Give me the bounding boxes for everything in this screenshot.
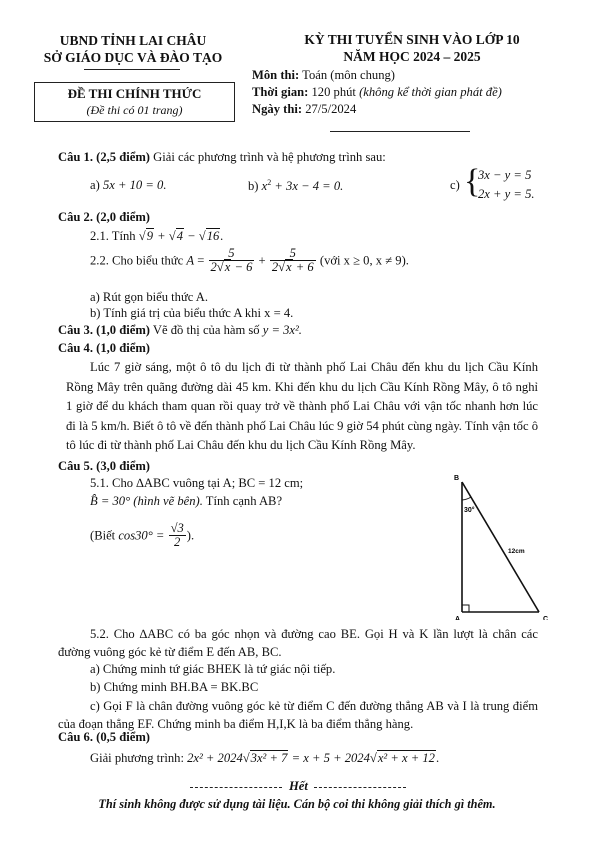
angle-label: 30° [464, 507, 475, 514]
time-label: Thời gian: [252, 85, 309, 99]
question-5-2-b: b) Chứng minh BH.BA = BK.BC [90, 680, 259, 694]
question-2-a: a) Rút gọn biểu thức A. [90, 290, 209, 304]
question-1a-equation: 5x + 10 = 0. [102, 178, 167, 192]
fraction-1-radicand: x [224, 260, 231, 274]
page-count-note: (Đề thi có 01 trang) [86, 103, 183, 117]
question-5-2-text: 5.2. Cho ∆ABC có ba góc nhọn và đường cao BE. Gọi H và K lần lượt là chân các đường vuông góc kẻ từ điểm E đến AB, BC. [58, 627, 538, 659]
question-6-text: Giải phương trình: [90, 751, 184, 765]
angle-arc [462, 497, 471, 500]
right-angle-mark [462, 605, 469, 612]
hint-close: ). [186, 528, 195, 543]
system-equation-1: 3x − y = 5 [478, 168, 532, 182]
question-1-heading [58, 150, 386, 165]
cos-hint [90, 522, 194, 549]
school-year: NĂM HỌC 2024 – 2025 [343, 49, 481, 64]
hint-fraction [169, 522, 186, 549]
question-1b-equation: + 3x − 4 = 0. [271, 179, 344, 194]
fraction-2: $\frac{5}{2√x + 6}$ [271, 246, 314, 274]
expression-variable: A [186, 253, 195, 268]
root-4: 4 [176, 229, 183, 243]
question-6-equation-line: Giải phương trình: 2x² + 2024√3x² + 7 = x + 5 + 2024√x² + x + 12. [90, 751, 440, 765]
question-5-1-ask: Tính cạnh AB? [205, 494, 283, 508]
question-3-text: Vẽ đồ thị của hàm số [152, 323, 260, 337]
question-1b-label: b) [248, 179, 259, 194]
time-line [252, 85, 502, 100]
question-2-title: Câu 2. (2,0 điểm) [58, 210, 150, 224]
question-4-title: Câu 4. (1,0 điểm) [58, 341, 150, 355]
question-2-1: 2.1. Tính √9 + √4 − √16. [90, 229, 224, 243]
hint-denominator: 2 [174, 535, 181, 549]
time-note: (không kể thời gian phát đề) [359, 85, 502, 99]
question-1c-label: c) [450, 178, 460, 192]
equation-middle: = x + 5 + 2024 [288, 751, 370, 765]
end-rule-right [314, 787, 406, 788]
question-5-2-c: c) Gọi F là chân đường vuông góc kẻ từ điểm C đến đường thẳng AB và I là trung điểm của đoạn thẳng EF. Chứng minh ba điểm H,I,K là ba điểm thẳng hàng. [58, 699, 538, 731]
question-1b-x: x [261, 179, 268, 194]
question-5-1-line2 [90, 494, 282, 509]
hint-cos: cos30° = [118, 528, 165, 543]
vertex-b: B [454, 475, 460, 482]
subject-value: Toán (môn chung) [302, 68, 396, 82]
question-1b: b) $x^2 + 3x - 4 = 0$. [248, 178, 344, 194]
office-name: SỞ GIÁO DỤC VÀ ĐÀO TẠO [43, 50, 223, 65]
exam-title: KỲ THI TUYỂN SINH VÀO LỚP 10 [304, 32, 520, 47]
fraction-2-tail: + 6 [292, 260, 314, 274]
question-2-1-label: 2.1. Tính [90, 229, 136, 243]
equation-end: . [435, 751, 440, 765]
end-mark: Hết [289, 779, 308, 793]
question-5-1-line1: 5.1. Cho ∆ABC vuông tại A; BC = 12 cm; [90, 476, 304, 490]
equation-radicand-2: x² + x + 12 [377, 751, 435, 765]
fraction-1-numerator: 5 [209, 247, 255, 261]
date-label: Ngày thi: [252, 102, 303, 116]
end-rule-left [190, 787, 282, 788]
question-5-2-a: a) Chứng minh tứ giác BHEK là tứ giác nội tiếp. [90, 662, 336, 676]
hint-open: (Biết [90, 528, 116, 543]
fraction-2-numerator: 5 [270, 247, 316, 261]
official-exam-label: ĐỀ THI CHÍNH THỨC [67, 86, 202, 101]
angle-b: B̂ = 30° [90, 494, 131, 508]
hint-numerator: √3 [170, 521, 184, 535]
fraction-1-tail: − 6 [231, 260, 253, 274]
header-right-rule [330, 131, 470, 132]
vertex-a: A [455, 616, 461, 620]
footer-note: Thí sinh không được sử dụng tài liệu. Cán bộ coi thi không giải thích gì thêm. [98, 797, 496, 811]
system-equation-2: 2x + y = 5. [478, 187, 535, 201]
question-3-title: Câu 3. (1,0 điểm) [58, 323, 150, 337]
question-2-2: 2.2. Cho biểu thức A = $\frac{5}{2√x - 6}$ + $\frac{5}{2√x + 6}$ (với x ≥ 0, x ≠ 9). [90, 246, 409, 274]
question-3-function: y = 3x². [262, 323, 302, 337]
question-5-title: Câu 5. (3,0 điểm) [58, 459, 150, 473]
question-1a-label: a) [90, 178, 100, 192]
system-brace: { [464, 163, 481, 200]
equation-left: 2x² + 2024 [187, 751, 243, 765]
subject-line [252, 68, 395, 83]
expression-condition: (với x ≥ 0, x ≠ 9). [319, 253, 409, 268]
question-1-text: Giải các phương trình và hệ phương trình sau: [153, 150, 386, 164]
date-line [252, 102, 356, 117]
question-3 [58, 323, 302, 338]
question-2-2-label: 2.2. Cho biểu thức [90, 253, 184, 268]
fraction-2-radicand: x [286, 260, 292, 274]
header-left-rule [84, 69, 180, 70]
fraction-1: $\frac{5}{2√x - 6}$ [210, 246, 253, 274]
subject-label: Môn thi: [252, 68, 300, 82]
question-6-title: Câu 6. (0,5 điểm) [58, 730, 150, 744]
equation-radicand-1: 3x² + 7 [250, 751, 288, 765]
time-value: 120 phút [311, 85, 356, 99]
figure-note: (hình vẽ bên). [133, 494, 203, 508]
department-name: UBND TỈNH LAI CHÂU [59, 33, 207, 48]
root-16: 16 [206, 229, 220, 243]
question-1-title: Câu 1. (2,5 điểm) [58, 150, 150, 164]
triangle-figure [448, 470, 558, 620]
date-value: 27/5/2024 [305, 102, 357, 116]
side-bc [462, 482, 539, 612]
question-1a [90, 178, 166, 193]
vertex-c: C [543, 616, 549, 620]
root-9: 9 [146, 229, 153, 243]
side-length-label: 12cm [508, 548, 525, 555]
question-2-b: b) Tính giá trị của biểu thức A khi x = 4. [90, 306, 294, 320]
question-4-text: Lúc 7 giờ sáng, một ô tô du lịch đi từ thành phố Lai Châu đến khu du lịch Cầu Kính Rồng Mây trên quãng đường dài 45 km. Khi đến khu du lịch Cầu Kính Rồng Mây, ô tô nghỉ 1 giờ để du khách tham quan rồi quay trở về thành phố Lai Châu với vận tốc nhanh hơn lúc đi là 5 km/h. Biết ô tô về đến thành phố Lai Châu lúc 9 giờ 54 phút cùng ngày. Tính vận tốc ô tô lúc đi từ thành phố Lai Châu đến khu du lịch Cầu Kính Rồng Mây. [66, 360, 538, 452]
